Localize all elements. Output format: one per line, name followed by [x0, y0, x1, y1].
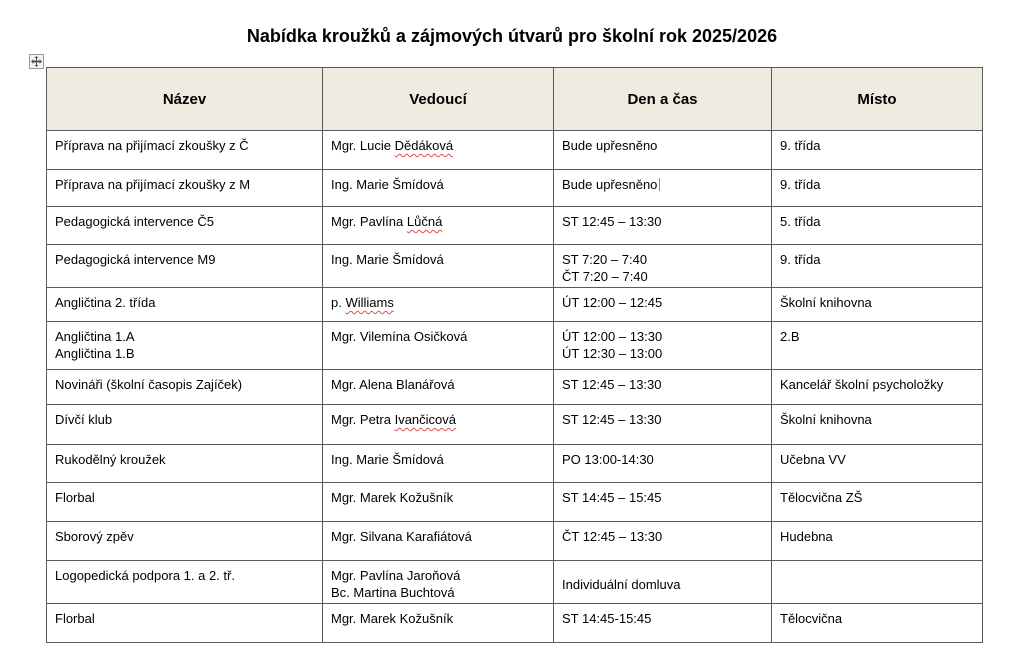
table-cell[interactable]: [772, 245, 983, 288]
cell-text: Ing. Marie Šmídová: [331, 252, 444, 267]
cell-text: Učebna VV: [780, 452, 846, 467]
table-cell[interactable]: [323, 604, 554, 643]
table-cell[interactable]: [772, 483, 983, 522]
column-header-1[interactable]: Vedoucí: [323, 68, 554, 131]
cell-text-line: [562, 376, 763, 393]
cell-text: ST 14:45 – 15:45: [562, 490, 662, 505]
table-row: [47, 370, 983, 405]
cell-text-line: [562, 528, 763, 545]
table-cell[interactable]: [554, 131, 772, 170]
cell-text-line: [562, 451, 763, 468]
table-cell[interactable]: [554, 207, 772, 245]
table-cell[interactable]: [772, 288, 983, 322]
cell-text-line: [780, 528, 974, 545]
table-cell[interactable]: [772, 561, 983, 604]
cell-text: Tělocvična: [780, 611, 843, 626]
clubs-table: [46, 67, 983, 643]
cell-text-line: [331, 584, 545, 601]
table-cell[interactable]: [47, 288, 323, 322]
cell-text-line: [780, 251, 974, 268]
table-row: [47, 170, 983, 207]
table-row: [47, 322, 983, 370]
table-cell[interactable]: [554, 483, 772, 522]
column-header-0[interactable]: Název: [47, 68, 323, 131]
cell-text: Angličtina 2. třída: [55, 295, 156, 310]
table-cell[interactable]: [554, 561, 772, 604]
cell-text: Školní knihovna: [780, 295, 872, 310]
table-cell[interactable]: [554, 170, 772, 207]
cell-text: Mgr. Marek Kožušník: [331, 611, 454, 626]
table-cell[interactable]: [323, 288, 554, 322]
cell-text-line: [55, 411, 314, 428]
cell-text: ČT 12:45 – 13:30: [562, 529, 663, 544]
table-row: [47, 445, 983, 483]
move-icon: [31, 56, 42, 67]
table-cell[interactable]: [772, 131, 983, 170]
cell-text: Ing. Marie Šmídová: [331, 452, 444, 467]
cell-text: Ing. Marie Šmídová: [331, 177, 444, 192]
cell-text-line: [55, 176, 314, 193]
cell-text: Angličtina 1.A: [55, 329, 135, 344]
cell-text-line: [780, 176, 974, 193]
table-cell[interactable]: [47, 445, 323, 483]
cell-text: Tělocvična ZŠ: [780, 490, 863, 505]
cell-text: ÚT 12:00 – 12:45: [562, 295, 663, 310]
cell-text-line: [331, 610, 545, 627]
cell-text-line: [55, 528, 314, 545]
cell-text-line: [562, 345, 763, 362]
misspelled-text: Lůčná: [406, 214, 443, 229]
cell-text: 2.B: [780, 329, 800, 344]
cell-text: Příprava na přijímací zkoušky z M: [55, 177, 251, 192]
cell-text: Pedagogická intervence Č5: [55, 214, 214, 229]
cell-text-line: [55, 489, 314, 506]
table-cell[interactable]: [554, 445, 772, 483]
cell-text: Mgr. Vilemína Osičková: [331, 329, 468, 344]
cell-text-line: [562, 268, 763, 285]
misspelled-text: Dědáková: [394, 138, 454, 153]
cell-text-line: [55, 610, 314, 627]
table-cell[interactable]: [323, 170, 554, 207]
table-cell[interactable]: [554, 522, 772, 561]
cell-text-line: [331, 176, 545, 193]
text-cursor: [659, 178, 660, 191]
misspelled-text: Ivančicová: [394, 412, 456, 427]
cell-text-line: [331, 213, 545, 230]
cell-text: Mgr. Alena Blanářová: [331, 377, 455, 392]
cell-text: Logopedická podpora 1. a 2. tř.: [55, 568, 235, 583]
cell-text: Novináři (školní časopis Zajíček): [55, 377, 243, 392]
cell-text-line: [562, 610, 763, 627]
table-cell[interactable]: [323, 561, 554, 604]
cell-text: Mgr. Lucie: [331, 138, 395, 153]
table-row: [47, 245, 983, 288]
cell-text-line: [55, 294, 314, 311]
cell-text: Mgr. Silvana Karafiátová: [331, 529, 472, 544]
cell-text-line: [331, 251, 545, 268]
cell-text-line: [55, 328, 314, 345]
cell-text-line: [331, 328, 545, 345]
column-header-2[interactable]: Den a čas: [554, 68, 772, 131]
table-cell[interactable]: [554, 288, 772, 322]
table-cell[interactable]: [47, 370, 323, 405]
cell-text-line: [331, 137, 545, 154]
cell-text-line: [55, 251, 314, 268]
cell-text-line: [780, 489, 974, 506]
cell-text: Florbal: [55, 611, 95, 626]
table-cell[interactable]: [772, 370, 983, 405]
cell-text-line: [562, 213, 763, 230]
cell-text: Bude upřesněno: [562, 138, 658, 153]
cell-text: 9. třída: [780, 138, 821, 153]
cell-text-line: [55, 137, 314, 154]
table-cell[interactable]: [47, 245, 323, 288]
table-cell[interactable]: [772, 522, 983, 561]
cell-text-line: [562, 137, 763, 154]
table-cell[interactable]: [323, 322, 554, 370]
cell-text-line: [780, 451, 974, 468]
cell-text-line: [331, 567, 545, 584]
cell-text: ST 14:45-15:45: [562, 611, 652, 626]
cell-text-line: [780, 328, 974, 345]
table-row: [47, 483, 983, 522]
table-cell[interactable]: [554, 245, 772, 288]
cell-text-line: [562, 411, 763, 428]
table-move-handle[interactable]: [29, 54, 44, 69]
table-row: [47, 604, 983, 643]
cell-text-line: [55, 451, 314, 468]
cell-text: Florbal: [55, 490, 95, 505]
cell-text-line: [562, 328, 763, 345]
cell-text: Školní knihovna: [780, 412, 872, 427]
cell-text-line: [562, 489, 763, 506]
table-cell[interactable]: [323, 445, 554, 483]
cell-text-line: [780, 411, 974, 428]
cell-text-line: [331, 489, 545, 506]
table-row: [47, 561, 983, 604]
cell-text-line: [562, 576, 763, 593]
cell-text-line: [562, 176, 763, 193]
cell-text-line: [780, 213, 974, 230]
cell-text-line: [331, 411, 545, 428]
cell-text: Hudebna: [780, 529, 833, 544]
table-cell[interactable]: [47, 170, 323, 207]
cell-text: Pedagogická intervence M9: [55, 252, 216, 267]
cell-text: Příprava na přijímací zkoušky z Č: [55, 138, 249, 153]
cell-text-line: [562, 251, 763, 268]
cell-text: Mgr. Marek Kožušník: [331, 490, 454, 505]
cell-text-line: [780, 137, 974, 154]
cell-text: ST 12:45 – 13:30: [562, 412, 662, 427]
cell-text-line: [331, 528, 545, 545]
cell-text: Rukodělný kroužek: [55, 452, 166, 467]
cell-text: Bude upřesněno: [562, 177, 658, 192]
cell-text: 9. třída: [780, 177, 821, 192]
cell-text: Kancelář školní psycholožky: [780, 377, 944, 392]
document-title[interactable]: Nabídka kroužků a zájmových útvarů pro školní rok 2025/2026: [246, 26, 778, 46]
table-row: [47, 207, 983, 245]
table-cell[interactable]: [323, 483, 554, 522]
cell-text: ČT 7:20 – 7:40: [562, 269, 648, 284]
cell-text: p.: [331, 295, 346, 310]
cell-text-line: [55, 345, 314, 362]
misspelled-text: Williams: [345, 295, 394, 310]
table-cell[interactable]: [47, 207, 323, 245]
cell-text-line: [55, 567, 314, 584]
cell-text: 5. třída: [780, 214, 821, 229]
cell-text-line: [55, 376, 314, 393]
table-cell[interactable]: [554, 322, 772, 370]
table-row: [47, 522, 983, 561]
table-cell[interactable]: [323, 370, 554, 405]
table-cell[interactable]: [554, 405, 772, 445]
cell-text: Sborový zpěv: [55, 529, 134, 544]
cell-text: Dívčí klub: [55, 412, 113, 427]
table-cell[interactable]: [323, 207, 554, 245]
table-cell[interactable]: [47, 131, 323, 170]
table-row: [47, 405, 983, 445]
cell-text: 9. třída: [780, 252, 821, 267]
table-cell[interactable]: [772, 170, 983, 207]
cell-text-line: [780, 294, 974, 311]
cell-text: Mgr. Petra: [331, 412, 395, 427]
header-row: [47, 68, 983, 131]
table-cell[interactable]: [323, 405, 554, 445]
table-cell[interactable]: [772, 604, 983, 643]
table-cell[interactable]: [323, 131, 554, 170]
table-cell[interactable]: [47, 522, 323, 561]
table-cell[interactable]: [47, 322, 323, 370]
cell-text: Angličtina 1.B: [55, 346, 135, 361]
cell-text: ST 7:20 – 7:40: [562, 252, 648, 267]
cell-text: ST 12:45 – 13:30: [562, 377, 662, 392]
column-header-3[interactable]: Místo: [772, 68, 983, 131]
cell-text-line: [331, 451, 545, 468]
table-cell[interactable]: [554, 370, 772, 405]
table-cell[interactable]: [47, 561, 323, 604]
table-cell[interactable]: [47, 483, 323, 522]
table-cell[interactable]: [554, 604, 772, 643]
cell-text: PO 13:00-14:30: [562, 452, 654, 467]
cell-text-line: [780, 376, 974, 393]
cell-text: Mgr. Pavlína: [331, 214, 407, 229]
cell-text: Individuální domluva: [562, 576, 681, 592]
cell-text: Bc. Martina Buchtová: [331, 585, 455, 600]
table-cell[interactable]: [47, 405, 323, 445]
table-cell[interactable]: [323, 245, 554, 288]
cell-text: ST 12:45 – 13:30: [562, 214, 662, 229]
table-cell[interactable]: [772, 445, 983, 483]
cell-text-line: [55, 213, 314, 230]
table-cell[interactable]: [772, 405, 983, 445]
cell-text: Mgr. Pavlína Jaroňová: [331, 568, 461, 583]
cell-text: ÚT 12:30 – 13:00: [562, 346, 663, 361]
table-row: [47, 288, 983, 322]
table-cell[interactable]: [772, 207, 983, 245]
cell-text-line: [780, 610, 974, 627]
table-cell[interactable]: [47, 604, 323, 643]
table-cell[interactable]: [772, 322, 983, 370]
cell-text-line: [331, 376, 545, 393]
cell-text-line: [331, 294, 545, 311]
cell-text: ÚT 12:00 – 13:30: [562, 329, 663, 344]
table-row: [47, 131, 983, 170]
table-cell[interactable]: [323, 522, 554, 561]
cell-text-line: [562, 294, 763, 311]
